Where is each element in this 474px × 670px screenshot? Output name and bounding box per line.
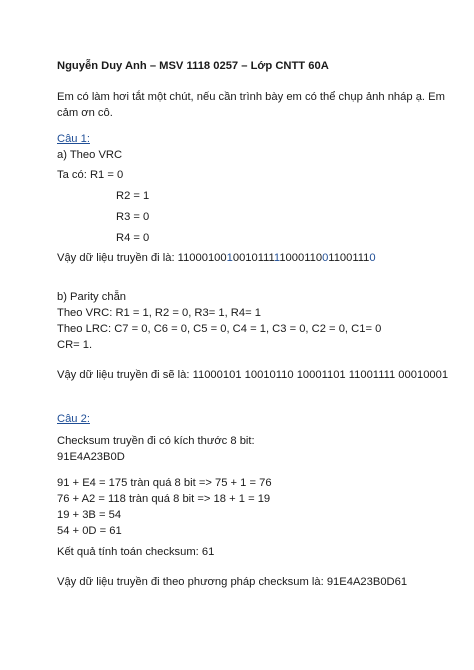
vrc-line: Theo VRC: R1 = 1, R2 = 0, R3= 1, R4= 1: [57, 307, 261, 319]
r2-line: R2 = 1: [116, 190, 150, 202]
cau2-line-7: Kết quả tính toán checksum: 61: [57, 546, 215, 558]
cau2-line-6: 54 + 0D = 61: [57, 525, 122, 537]
cau2-line-1: Checksum truyền đi có kích thước 8 bit:: [57, 435, 255, 447]
vay-b-line: Vậy dữ liệu truyền đi sẽ là: 11000101 10010110 10001101 11001111 00010001: [57, 369, 449, 381]
r3-line: R3 = 0: [116, 211, 150, 223]
vay-a-prefix: Vậy dữ liệu truyền đi là:: [57, 252, 178, 264]
parity-bit: 1: [273, 252, 280, 264]
ta-co-line: Ta có: R1 = 0: [57, 169, 124, 181]
cau1-b-title: b) Parity chẵn: [57, 291, 127, 303]
intro-line-2: cảm ơn cô.: [57, 107, 113, 119]
cau2-line-3: 91 + E4 = 175 tràn quá 8 bit => 75 + 1 = 76: [57, 477, 272, 489]
transmitted-bits: [178, 252, 376, 264]
header-line: Nguyễn Duy Anh – MSV 1118 0257 – Lớp CNTT 60A: [57, 60, 329, 72]
cau2-line-5: 19 + 3B = 54: [57, 509, 122, 521]
data-bits: 1100111: [328, 252, 370, 264]
parity-bit: 0: [322, 252, 329, 264]
cr-line: CR= 1.: [57, 339, 93, 351]
cau2-line-8: Vậy dữ liệu truyền đi theo phương pháp checksum là: 91E4A23B0D61: [57, 576, 408, 588]
data-bits: 1000110: [279, 252, 323, 264]
cau2-line-2: 91E4A23B0D: [57, 451, 125, 463]
lrc-line: Theo LRC: C7 = 0, C6 = 0, C5 = 0, C4 = 1, C3 = 0, C2 = 0, C1= 0: [57, 323, 382, 335]
intro-line-1: Em có làm hơi tắt một chút, nếu cần trình bày em có thể chụp ảnh nháp ạ. Em: [57, 91, 445, 103]
cau1-a-title: a) Theo VRC: [57, 149, 123, 161]
r4-line: R4 = 0: [116, 232, 150, 244]
data-bits: 0010111: [232, 252, 274, 264]
parity-bit: 0: [369, 252, 376, 264]
vay-a-line: [57, 251, 376, 265]
cau2-title: Câu 2:: [57, 413, 90, 425]
data-bits: 11000100: [177, 252, 227, 264]
cau1-title: Câu 1:: [57, 133, 90, 145]
parity-bit: 1: [226, 252, 233, 264]
cau2-line-4: 76 + A2 = 118 tràn quá 8 bit => 18 + 1 = 19: [57, 493, 271, 505]
